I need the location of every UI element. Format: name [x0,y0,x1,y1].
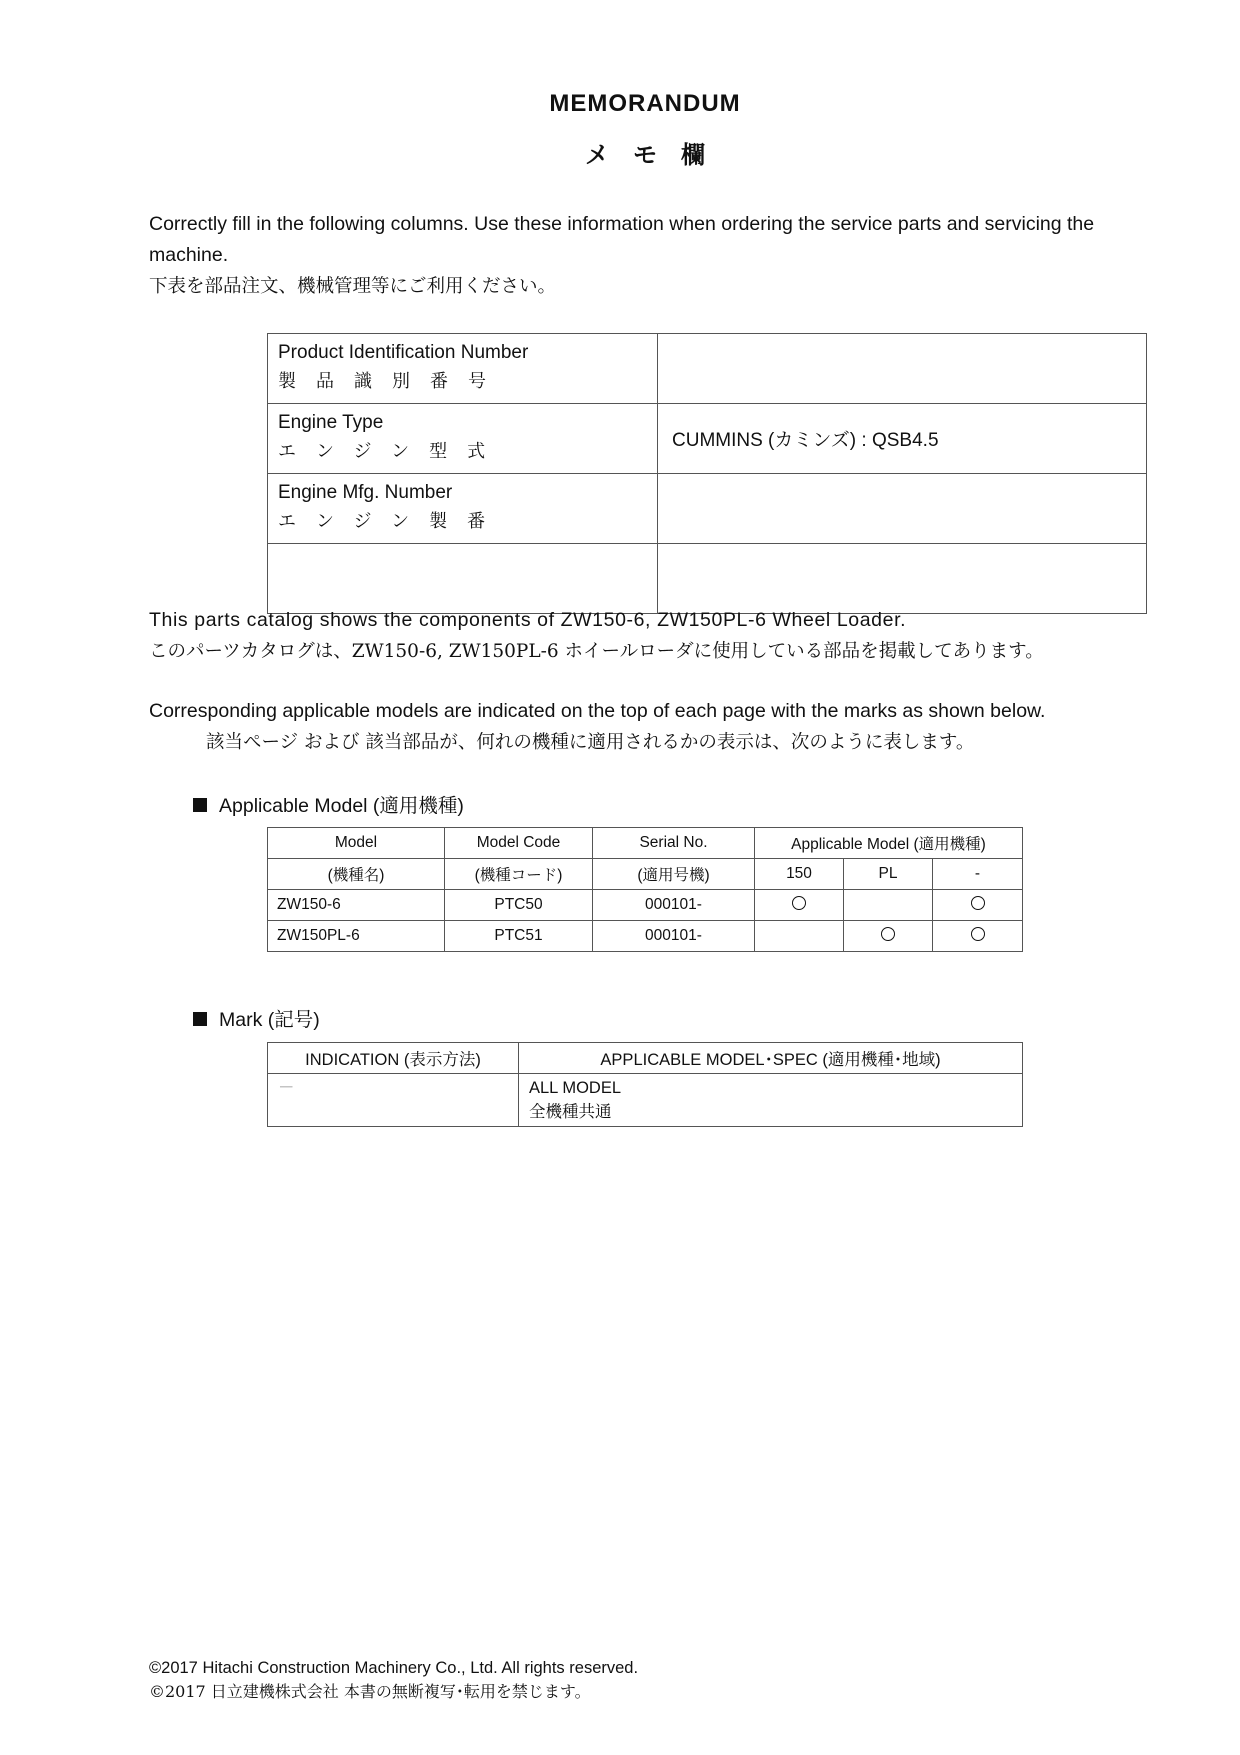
mark-heading [193,1004,320,1032]
cell-mark [933,890,1023,921]
intro-text-jp: 下表を部品注文、機械管理等にご利用ください。 [149,276,557,297]
table-row [268,404,1147,474]
blank-field[interactable] [658,544,1147,614]
header-sub-150: 150 [755,859,844,890]
applicable-note [149,696,1139,758]
applicable-circle-icon [971,927,985,941]
cell-model: ZW150PL-6 [268,921,445,952]
table-header-row [268,828,1023,859]
memo-label-cell [268,474,658,544]
square-bullet-icon [193,798,207,812]
memo-label-cell [268,544,658,614]
page-title-jp: メ モ 欄 [585,140,705,169]
copyright-jp: ©2017 日立建機株式会社 本書の無断複写･転用を禁じます。 [149,1682,591,1701]
memo-label-jp: エンジン型式 [278,441,506,462]
applicable-model-table [267,827,1023,952]
copyright-en: ©2017 Hitachi Construction Machinery Co., Ltd. All rights reserved. [149,1659,639,1677]
catalog-text-en: This parts catalog shows the components of ZW150-6, ZW150PL-6 Wheel Loader. [149,609,907,631]
engine-type-field[interactable]: CUMMINS (カミンズ) : QSB4.5 [658,404,1147,474]
cell-mark [755,890,844,921]
applicable-note-en: Corresponding applicable models are indicated on the top of each page with the marks as shown below. [149,700,1046,722]
cell-indication: － [268,1074,519,1127]
header-serial-jp: (適用号機) [593,859,755,890]
cell-mark [755,921,844,952]
engine-number-field[interactable] [658,474,1147,544]
page-title: MEMORANDUM [549,90,741,117]
applicable-circle-icon [881,927,895,941]
memo-table [267,333,1147,614]
table-header-row [268,859,1023,890]
square-bullet-icon [193,1012,207,1026]
header-model-code-jp: (機種コード) [445,859,593,890]
memo-label-en: Engine Mfg. Number [278,482,453,503]
table-row [268,890,1023,921]
table-row [268,544,1147,614]
table-row [268,921,1023,952]
memo-label-cell [268,404,658,474]
table-row [268,474,1147,544]
spec-en: ALL MODEL [529,1079,622,1097]
cell-mark [844,921,933,952]
mark-heading-text: Mark (記号) [219,1009,320,1031]
memo-label-jp: 製品識別番号 [278,371,506,392]
header-sub-dash: - [933,859,1023,890]
applicable-circle-icon [792,896,806,910]
catalog-text-jp: このパーツカタログは、ZW150-6, ZW150PL-6 ホイールローダに使用している部品を掲載してあります。 [149,641,1044,662]
header-serial: Serial No. [593,828,755,859]
applicable-circle-icon [971,896,985,910]
header-model: Model [268,828,445,859]
table-header-row [268,1043,1023,1074]
cell-mark [933,921,1023,952]
catalog-paragraph [149,605,1139,667]
cell-model: ZW150-6 [268,890,445,921]
cell-spec [519,1074,1023,1127]
applicable-note-jp: 該当ページ および 該当部品が、何れの機種に適用されるかの表示は、次のように表します。 [206,732,975,753]
header-applicable-spec: APPLICABLE MODEL･SPEC (適用機種･地域) [519,1043,1023,1074]
header-indication: INDICATION (表示方法) [268,1043,519,1074]
cell-serial: 000101- [593,890,755,921]
applicable-model-heading [193,790,464,818]
memo-label-cell [268,334,658,404]
table-row [268,1074,1023,1127]
memo-label-jp: エンジン製番 [278,511,506,532]
product-id-field[interactable] [658,334,1147,404]
cell-model-code: PTC51 [445,921,593,952]
memo-label-en: Engine Type [278,412,384,433]
memo-label-en: Product Identification Number [278,342,529,363]
intro-text-en: Correctly fill in the following columns. Use these information when ordering the service parts and servicing the machine. [149,213,1095,266]
header-model-code: Model Code [445,828,593,859]
cell-model-code: PTC50 [445,890,593,921]
table-row [268,334,1147,404]
intro-paragraph [149,209,1139,302]
spec-jp: 全機種共通 [529,1102,612,1121]
applicable-model-heading-text: Applicable Model (適用機種) [219,795,464,817]
footer [149,1657,638,1703]
header-applicable: Applicable Model (適用機種) [755,828,1023,859]
cell-serial: 000101- [593,921,755,952]
header-sub-pl: PL [844,859,933,890]
cell-mark [844,890,933,921]
header-model-jp: (機種名) [268,859,445,890]
mark-table [267,1042,1023,1127]
